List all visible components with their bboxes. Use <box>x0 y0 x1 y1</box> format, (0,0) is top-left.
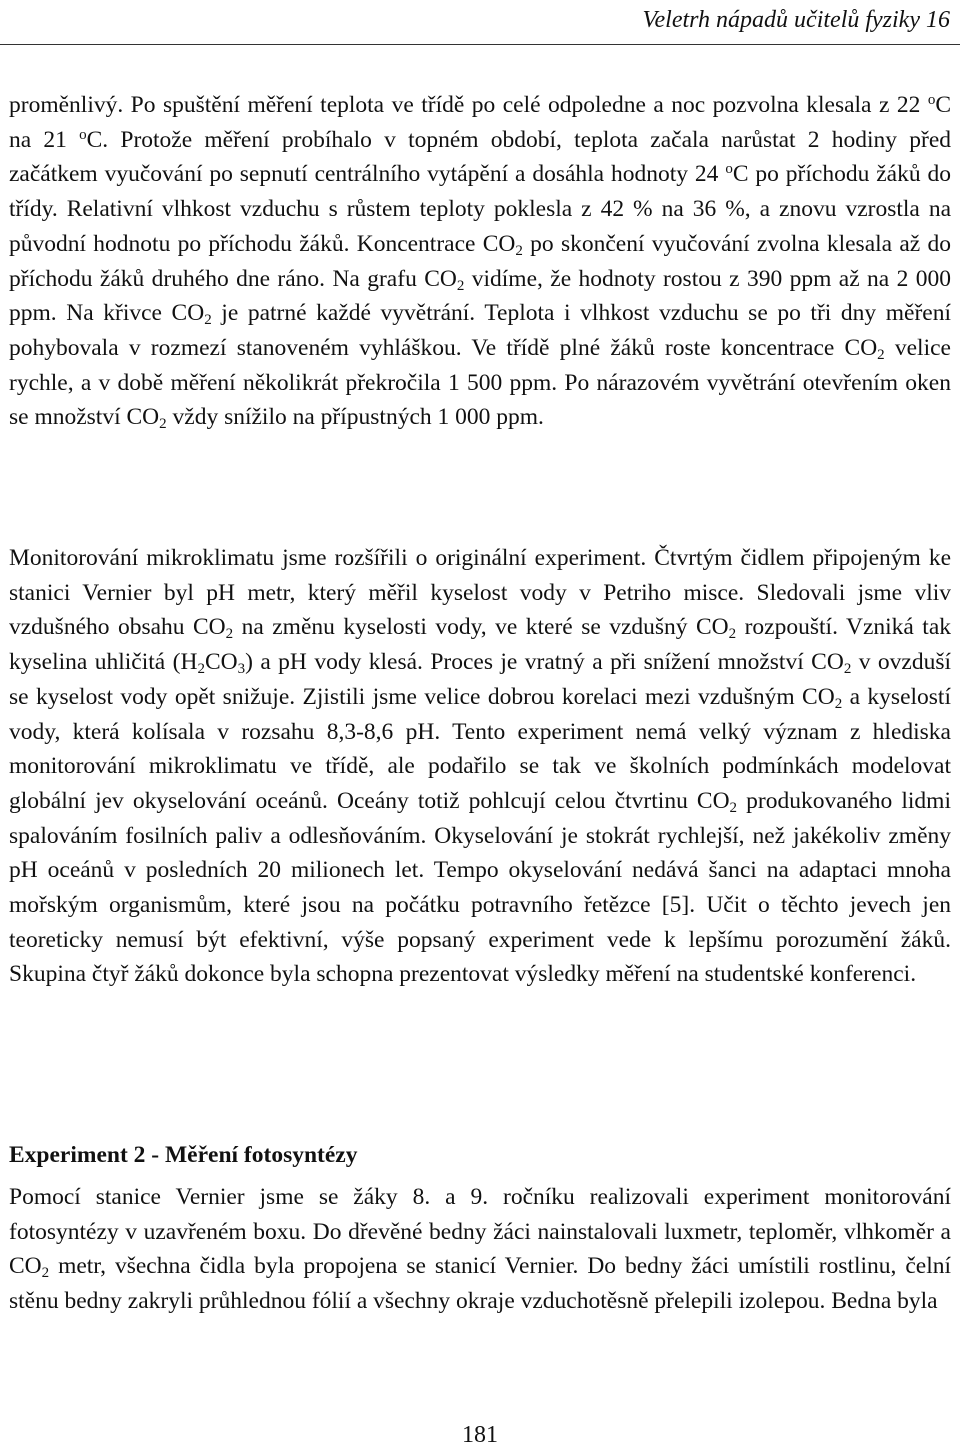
text-run: Monitorování mikroklimatu jsme rozšířili o originální experiment. Čtvrtým čidlem připojeným ke stanici Vernier byl pH metr, který měřil kyselost vody v Petriho misce. Sledovali jsme vliv vzdušného obsahu CO <box>9 545 951 641</box>
text-run: proměnlivý. Po spuštění měření teplota ve třídě po celé odpoledne a noc pozvolna klesala z 22 <box>9 92 928 118</box>
text-run: ) a pH vody klesá. Proces je vratný a při snížení množství CO <box>245 649 844 676</box>
running-header: Veletrh nápadů učitelů fyziky 16 <box>642 7 950 33</box>
text-run: C po příchodu žáků do třídy. Relativní vlhkost vzduchu s růstem teploty poklesla z 42 % na 36 %, a znovu vzrostla na původní hodnotu po příchodu žáků. Koncentrace CO <box>9 161 951 257</box>
text-run: C na 21 <box>9 92 951 153</box>
paragraph-ph-experiment <box>9 541 951 992</box>
text-run: a kyselostí vody, která kolísala v rozsahu 8,3-8,6 pH. Tento experiment nemá velký význam z hlediska monitorování mikroklimatu ve třídě, ale podařilo se tak ve školních podmínkách modelovat globální jev okyselování oceánů. Oceány totiž pohlcují celou čtvrtinu CO <box>9 683 951 814</box>
subscript: 2 <box>456 277 465 294</box>
text-run: rozpouští. Vzniká tak kyselina uhličitá (H <box>9 614 951 676</box>
text-run: metr, všechna čidla byla propojena se stanicí Vernier. Do bedny žáci umístili rostlinu, čelní stěnu bedny zakryli průhlednou fólií a všechny okraje vzduchotěsně přelepili izolepou. Bedna byla <box>9 1253 951 1315</box>
subscript: 2 <box>204 312 212 329</box>
superscript: o <box>927 92 936 108</box>
subscript: 2 <box>843 661 852 678</box>
header-rule <box>0 44 960 45</box>
text-run: je patrné každé vyvětrání. Teplota i vlhkost vzduchu se po tři dny měření pohybovala v rozmezí stanoveném vyhláškou. Ve třídě plné žáků roste koncentrace CO <box>9 300 952 361</box>
subscript: 2 <box>41 1265 50 1282</box>
superscript: o <box>725 161 733 178</box>
subscript: 2 <box>877 346 885 363</box>
subscript: 2 <box>159 416 167 433</box>
section-heading-experiment-2: Experiment 2 - Měření fotosyntézy <box>9 1142 358 1168</box>
text-run: Pomocí stanice Vernier jsme se žáky 8. a 9. ročníku realizovali experiment monitorování fotosyntézy v uzavřeném boxu. Do dřevěné bedny žáci nainstalovali luxmetr, teploměr, vlhkoměr a CO <box>9 1184 951 1280</box>
text-run: C. Protože měření probíhalo v topném období, teplota začala narůstat 2 hodiny před začátkem vyučování po sepnutí centrálního vytápění a dosáhla hodnoty 24 <box>9 126 951 188</box>
text-run: po skončení vyučování zvolna klesala až do příchodu žáků druhého dne ráno. Na grafu CO <box>9 230 952 292</box>
text-run: vždy snížilo na přípustných 1 000 ppm. <box>166 404 544 431</box>
subscript: 2 <box>728 626 737 643</box>
subscript: 2 <box>729 799 738 816</box>
text-run: vidíme, že hodnoty rostou z 390 ppm až na 2 000 ppm. Na křivce CO <box>9 265 951 327</box>
text-run: produkovaného lidmi spalováním fosilních paliv a odlesňováním. Okyselování je stokrát rychlejší, než jakékoliv změny pH oceánů v posledních 20 milionech let. Tempo okyselování nedává šanci na adaptaci mnoha mořským organismům, které jsou na počátku potravního řetězce [5]. Učit o těchto jevech jen teoreticky nemusí být efektivní, výše popsaný experiment vede k lepšímu porozumění žáků. Skupina čtyř žáků dokonce byla schopna prezentovat výsledky měření na studentské konferenci. <box>9 787 951 988</box>
text-run: velice rychle, a v době měření několikrát překročila 1 500 ppm. Po nárazovém vyvětrání otevřením oken se množství CO <box>9 334 951 431</box>
subscript: 2 <box>834 695 843 712</box>
subscript: 2 <box>225 626 234 643</box>
superscript: o <box>79 126 87 143</box>
subscript: 2 <box>197 661 205 678</box>
paragraph-photosynthesis-setup <box>9 1180 951 1319</box>
text-run: CO <box>204 649 238 676</box>
text-run: v ovzduší se kyselost vody opět snižuje. Zjistili jsme velice dobrou korelaci mezi vzdušným CO <box>9 649 952 710</box>
subscript: 2 <box>515 242 523 259</box>
subscript: 3 <box>237 661 246 678</box>
page-number: 181 <box>462 1422 498 1448</box>
paragraph-microclimate-results <box>9 88 951 435</box>
text-run: na změnu kyselosti vody, ve které se vzdušný CO <box>233 614 729 641</box>
